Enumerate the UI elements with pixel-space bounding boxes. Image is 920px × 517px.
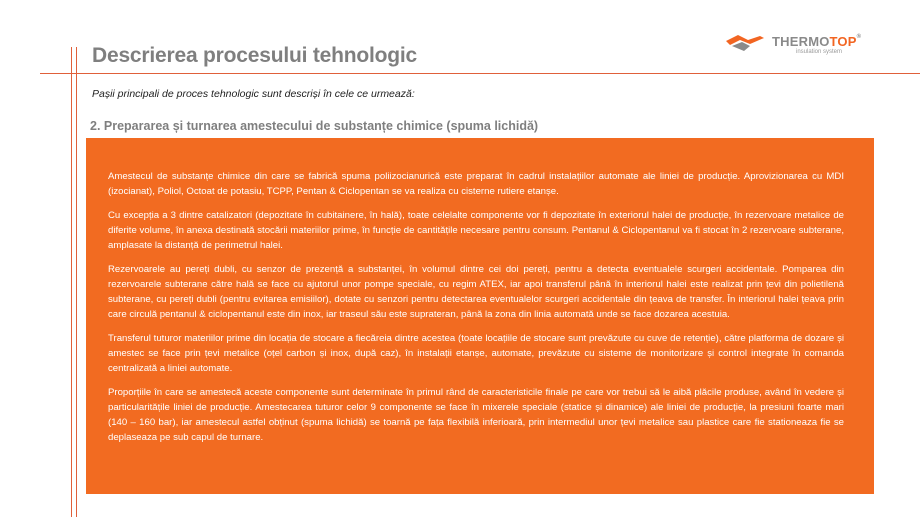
title-underline [40, 73, 920, 74]
intro-text: Pașii principali de proces tehnologic sunt descriși în cele ce urmează: [92, 88, 415, 100]
section-heading: 2. Prepararea și turnarea amestecului de substanțe chimice (spuma lichidă) [90, 119, 539, 133]
left-rule-inner [76, 47, 77, 517]
page-title: Descrierea procesului tehnologic [92, 44, 418, 67]
logo-subtitle: insulation system [796, 49, 843, 55]
thermotop-logo [724, 30, 884, 56]
logo-registered-mark: ® [856, 34, 862, 40]
thermotop-logo-icon [724, 32, 766, 54]
paragraph-2: Cu excepția a 3 dintre catalizatori (depozitate în cubitainere, în hală), toate celelalte componente vor fi depozitate în exteriorul halei de producție, în rezervoare metalice de diferite volume, în anexa destinată stocării materiilor prime, în funcție de cantitățile necesare pentru consum. Pentanul & Ciclopentanul va fi stocat în 2 rezervoare subterane, amplasate la distanță de perimetrul halei. [108, 210, 844, 251]
logo-word-top: TOP [829, 34, 857, 49]
paragraph-5: Proporțiile în care se amestecă aceste componente sunt determinate în primul rând de caracteristicile finale pe care vor trebui să le aibă plăcile produse, având în vedere și particularitățile liniei de producție. Amestecarea tuturor celor 9 componente se face în mixerele speciale (statice și dinamice) ale liniei de producție, la presiuni foarte mari (140 – 160 bar), iar amestecul astfel obținut (spuma lichidă) se toarnă pe fața flexibilă inferioară, prin intermediul unor țevi metalice sau plastice care fie stationeaza fie se deplaseaza pe sub capul de turnare. [108, 387, 844, 443]
content-panel [86, 138, 874, 494]
paragraph-1: Amestecul de substanțe chimice din care se fabrică spuma poliizocianurică este preparat în cadrul instalațiilor automate ale liniei de producție. Aprovizionarea cu MDI (izocianat), Poliol, Octoat de potasiu, TCPP, Pentan & Ciclopentan se va realiza cu cisterne rutiere etanșe. [108, 171, 844, 197]
paragraph-4: Transferul tuturor materiilor prime din locația de stocare a fiecăreia dintre acestea (toate locațiile de stocare sunt prevăzute cu cuve de retenție), către platforma de dozare și amestec se face prin țevi metalice (oțel carbon și inox, după caz), în instalații etanșe, automate, prevăzute cu sisteme de monitorizare și control integrate în comanda centralizată a liniei automate. [108, 333, 844, 374]
left-rule-outer [71, 47, 72, 517]
logo-wordmark [772, 34, 861, 49]
logo-word-thermo: THERMO [772, 34, 830, 49]
paragraph-3: Rezervoarele au pereți dubli, cu senzor de prezență a substanței, în volumul dintre cei doi pereți, pentru a detecta eventualele scurgeri accidentale. Pomparea din rezervoarele subterane către hală se face cu ajutorul unor pompe speciale, cu regim ATEX, iar apoi transferul până în interiorul halei este realizat prin țevi din polietilenă subterane, cu pereți dubli (pentru evitarea emisiilor), dotate cu senzori pentru detectarea eventualelor scurgeri accidentale din țeava de transfer. În interiorul halei țeava prin care circulă pentanul & ciclopentanul este din inox, iar traseul său este suprateran, până la zona din linia automată unde se face dozarea acestuia. [108, 264, 844, 320]
